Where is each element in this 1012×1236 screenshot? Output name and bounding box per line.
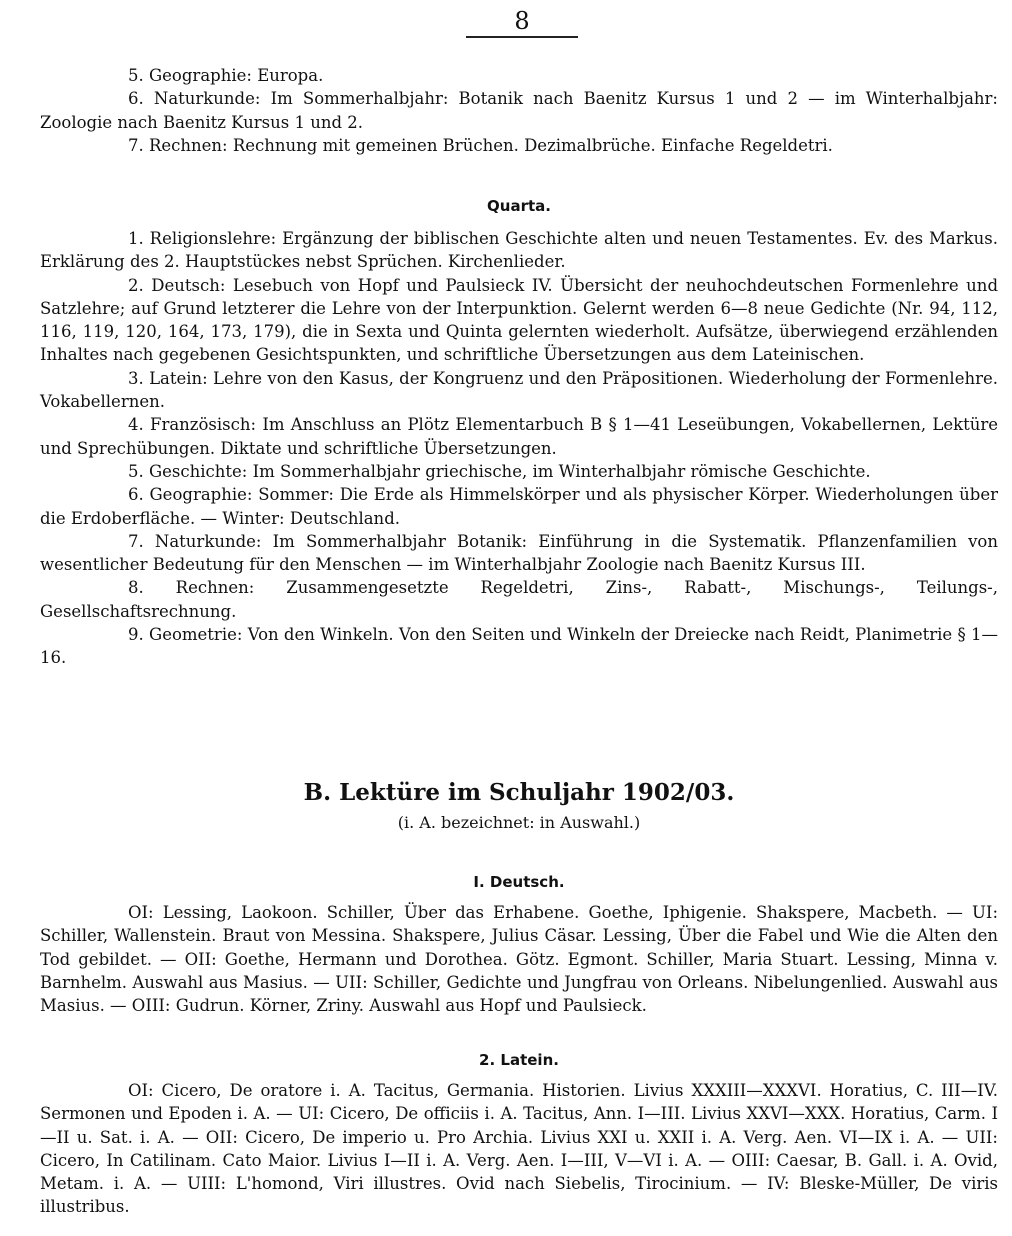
list-item: 7. Rechnen: Rechnung mit gemeinen Brüchen. Dezimalbrüche. Einfache Regeldetri. <box>128 135 833 155</box>
page-number: 8 <box>514 7 530 35</box>
page-number-rule <box>466 36 578 38</box>
list-item: 1. Religionslehre: Ergänzung der biblischen Geschichte alten und neuen Testamentes. Ev. des Markus. Erklärung des 2. Hauptstückes nebst Sprüchen. Kirchenlieder. <box>40 229 998 272</box>
list-item: 6. Geographie: Sommer: Die Erde als Himmelskörper und als physischer Körper. Wiederholungen über die Erdoberfläche. — Winter: Deutschland. <box>40 485 998 528</box>
list-item: 6. Naturkunde: Im Sommerhalbjahr: Botanik nach Baenitz Kursus 1 und 2 — im Winterhalbjahr: Zoologie nach Baenitz Kursus 1 und 2. <box>40 89 998 132</box>
list-item: 5. Geschichte: Im Sommerhalbjahr griechische, im Winterhalbjahr römische Geschichte. <box>128 461 871 481</box>
latein-heading: 2. Latein. <box>479 1051 559 1069</box>
list-item: 3. Latein: Lehre von den Kasus, der Kongruenz und den Präpositionen. Wiederholung der Formenlehre. Vokabellernen. <box>40 368 998 412</box>
top-items-block <box>40 64 998 157</box>
list-item: 5. Geographie: Europa. <box>128 66 324 85</box>
list-item: 2. Deutsch: Lesebuch von Hopf und Paulsieck IV. Übersicht der neuhochdeutschen Formenlehre und Satzlehre; auf Grund letzterer die Lehre von der Interpunktion. Gelernt werden 6—8 neue Gedichte (Nr. 94, 112, 116, 119, 120, 164, 173, 179), die in Sexta und Quinta gelernten wiederholt. Aufsätze, überwiegend erzählenden Inhaltes nach gegebenen Gesichtspunkten, und schriftliche Übersetzungen aus dem Lateinischen. <box>40 275 998 365</box>
latein-text-block <box>40 1079 998 1219</box>
quarta-items-block <box>40 227 998 670</box>
list-item: 4. Französisch: Im Anschluss an Plötz Elementarbuch B § 1—41 Leseübungen, Vokabellernen, Lektüre und Sprechübungen. Diktate und schriftliche Übersetzungen. <box>40 415 998 458</box>
list-item: 7. Naturkunde: Im Sommerhalbjahr Botanik: Einführung in die Systematik. Pflanzenfamilien von wesentlicher Bedeutung für den Menschen — im Winterhalbjahr Zoologie nach Baenitz Kursus III. <box>40 531 998 575</box>
lektuere-subheading: (i. A. bezeichnet: in Auswahl.) <box>397 813 641 832</box>
deutsch-text-block <box>40 901 998 1017</box>
deutsch-heading: I. Deutsch. <box>473 873 565 891</box>
latein-text: OI: Cicero, De oratore i. A. Tacitus, Germania. Historien. Livius XXXIII—XXXVI. Horatius, C. III—IV. Sermonen und Epoden i. A. — UI: Cicero, De officiis i. A. Tacitus, Ann. I—III. Livius XXVI—XXX. Horatius, Carm. I—II u. Sat. i. A. — OII: Cicero, De imperio u. Pro Archia. Livius XXI u. XXII i. A. Verg. Aen. VI—IX i. A. — UII: Cicero, In Catilinam. Cato Maior. Livius I—II i. A. Verg. Aen. I—III, V—VI i. A. — OIII: Caesar, B. Gall. i. A. Ovid, Metam. i. A. — UIII: L'homond, Viri illustres. Ovid nach Siebelis, Tirocinium. — IV: Bleske-Müller, De viris illustribus. <box>40 1081 998 1217</box>
lektuere-heading: B. Lektüre im Schuljahr 1902/03. <box>303 779 735 806</box>
quarta-heading: Quarta. <box>487 197 551 215</box>
deutsch-text: OI: Lessing, Laokoon. Schiller, Über das Erhabene. Goethe, Iphigenie. Shakspere, Macbeth. — UI: Schiller, Wallenstein. Braut von Messina. Shakspere, Julius Cäsar. Lessing, Über die Fabel und Wie die Alten den Tod gebildet. — OII: Goethe, Hermann und Dorothea. Götz. Egmont. Schiller, Maria Stuart. Lessing, Minna v. Barnhelm. Auswahl aus Masius. — UII: Schiller, Gedichte und Jungfrau von Orleans. Nibelungenlied. Auswahl aus Masius. — OIII: Gudrun. Körner, Zriny. Auswahl aus Hopf und Paulsieck. <box>40 903 998 1016</box>
list-item: 8. Rechnen: Zusammengesetzte Regeldetri, Zins-, Rabatt-, Mischungs-, Teilungs-, Gesellschaftsrechnung. <box>40 578 998 621</box>
list-item: 9. Geometrie: Von den Winkeln. Von den Seiten und Winkeln der Dreiecke nach Reidt, Planimetrie § 1—16. <box>40 625 998 668</box>
